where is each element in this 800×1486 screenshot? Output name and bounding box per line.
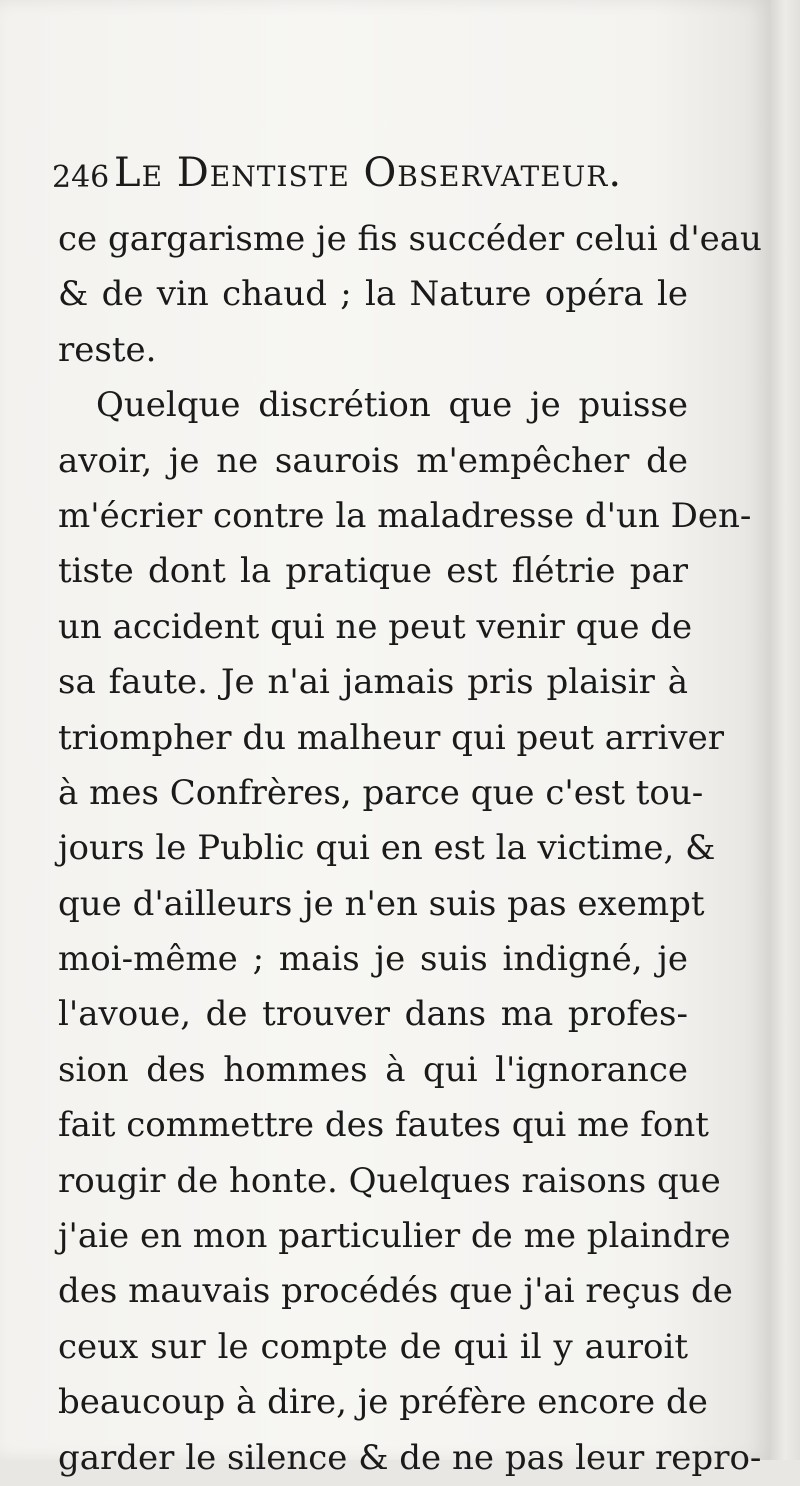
body-text bbox=[58, 212, 762, 1486]
text-line: à mes Confrères, parce que c'est tou- bbox=[58, 772, 704, 813]
text-line: sion des hommes à qui l'ignorance bbox=[58, 1049, 688, 1090]
text-line: beaucoup à dire, je préfère encore de bbox=[58, 1382, 708, 1423]
text-line: un accident qui ne peut venir que de bbox=[58, 606, 693, 647]
text-line: l'avoue, de trouver dans ma profes- bbox=[58, 994, 688, 1035]
text-line: & de vin chaud ; la Nature opéra le bbox=[58, 274, 688, 315]
text-line: sa faute. Je n'ai jamais pris plaisir à bbox=[58, 662, 688, 703]
page-number: 246 bbox=[52, 160, 110, 195]
text-line: avoir, je ne saurois m'empêcher de bbox=[58, 440, 688, 481]
text-line: jours le Public qui en est la victime, & bbox=[58, 828, 716, 869]
running-title: Le Dentiste Observateur. bbox=[114, 150, 623, 196]
text-line: reste. bbox=[58, 329, 157, 370]
text-line: ceux sur le compte de qui il y auroit bbox=[58, 1326, 688, 1367]
text-line: j'aie en mon particulier de me plaindre bbox=[58, 1216, 731, 1257]
text-line: moi-même ; mais je suis indigné, je bbox=[58, 939, 688, 980]
text-line: tiste dont la pratique est flétrie par bbox=[58, 551, 688, 592]
text-line: ce gargarisme je fis succéder celui d'eau bbox=[58, 219, 762, 259]
page-edge bbox=[770, 0, 800, 1460]
text-line: fait commettre des fautes qui me font bbox=[58, 1105, 709, 1146]
text-line: garder le silence & de ne pas leur repro- bbox=[58, 1437, 762, 1478]
text-line: rougir de honte. Quelques raisons que bbox=[58, 1160, 721, 1201]
page-header bbox=[52, 150, 692, 200]
text-line: triompher du malheur qui peut arriver bbox=[58, 717, 725, 758]
text-line: que d'ailleurs je n'en suis pas exempt bbox=[58, 883, 705, 924]
text-line: Quelque discrétion que je puisse bbox=[96, 385, 688, 426]
text-line: m'écrier contre la maladresse d'un Den- bbox=[58, 495, 752, 536]
text-line: des mauvais procédés que j'ai reçus de bbox=[58, 1271, 733, 1312]
